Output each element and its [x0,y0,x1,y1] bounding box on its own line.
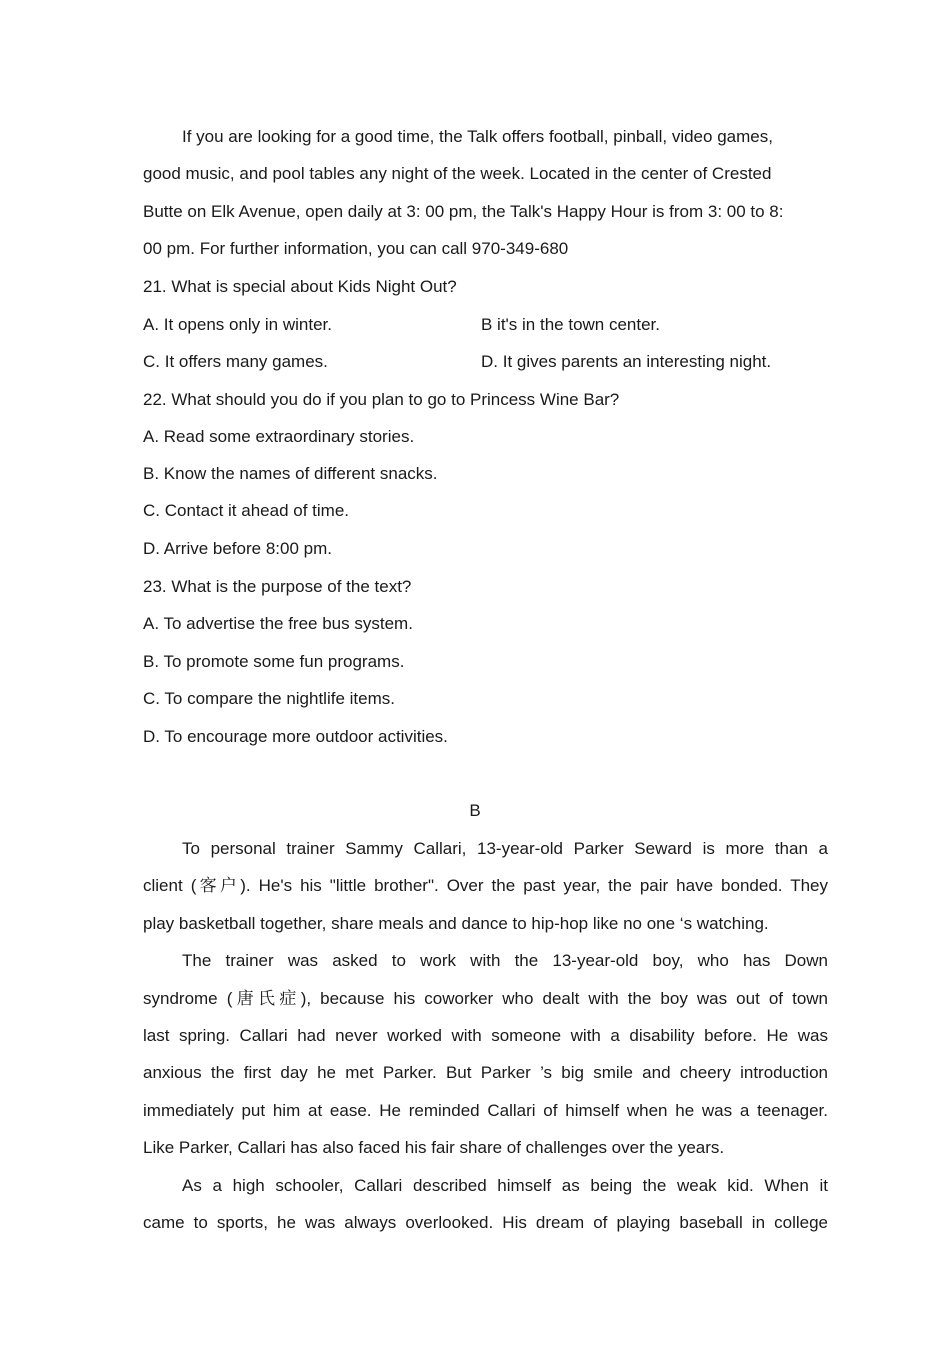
passage-a-line-3: Butte on Elk Avenue, open daily at 3: 00 pm, the Talk's Happy Hour is from 3: 00 to 8: [143,202,784,221]
passage-b-line-8: immediately put him at ease. He reminded Callari of himself when he was a teenager. [143,1101,828,1120]
passage-a-line-2: good music, and pool tables any night of the week. Located in the center of Crested [143,164,772,183]
q21-option-a: A. It opens only in winter. [143,315,332,334]
passage-a-line-4: 00 pm. For further information, you can call 970-349-680 [143,239,569,258]
passage-b-line-3: play basketball together, share meals and dance to hip-hop like no one ‘s watching. [143,914,769,933]
question-23: 23. What is the purpose of the text? [143,577,412,596]
passage-b-line-10: As a high schooler, Callari described himself as being the weak kid. When it [182,1176,828,1195]
q23-option-c: C. To compare the nightlife items. [143,689,395,708]
q22-option-c: C. Contact it ahead of time. [143,501,349,520]
passage-b-line-11: came to sports, he was always overlooked. His dream of playing baseball in college [143,1213,828,1232]
q22-option-b: B. Know the names of different snacks. [143,464,438,483]
q22-option-a: A. Read some extraordinary stories. [143,427,415,446]
passage-a-line-1: If you are looking for a good time, the Talk offers football, pinball, video games, [182,127,773,146]
q23-option-d: D. To encourage more outdoor activities. [143,727,448,746]
passage-b-line-5: syndrome (唐氏症), because his coworker who dealt with the boy was out of town [143,989,828,1008]
q21-option-d: D. It gives parents an interesting night. [481,352,772,371]
q23-option-b: B. To promote some fun programs. [143,652,405,671]
q23-option-a: A. To advertise the free bus system. [143,614,413,633]
question-22: 22. What should you do if you plan to go to Princess Wine Bar? [143,390,620,409]
passage-b-line-4: The trainer was asked to work with the 13-year-old boy, who has Down [182,951,828,970]
passage-b-line-7: anxious the first day he met Parker. But Parker ’s big smile and cheery introduction [143,1063,828,1082]
passage-b-line-1: To personal trainer Sammy Callari, 13-year-old Parker Seward is more than a [182,839,828,858]
q22-option-d: D. Arrive before 8:00 pm. [143,539,332,558]
question-21: 21. What is special about Kids Night Out? [143,277,457,296]
passage-b-line-9: Like Parker, Callari has also faced his fair share of challenges over the years. [143,1138,725,1157]
q21-option-c: C. It offers many games. [143,352,328,371]
passage-b-line-6: last spring. Callari had never worked with someone with a disability before. He was [143,1026,828,1045]
q21-option-b: B it's in the town center. [481,315,661,334]
passage-b-line-2: client (客户). He's his "little brother". Over the past year, the pair have bonded. They [143,876,828,895]
section-b-heading: B [469,801,481,820]
